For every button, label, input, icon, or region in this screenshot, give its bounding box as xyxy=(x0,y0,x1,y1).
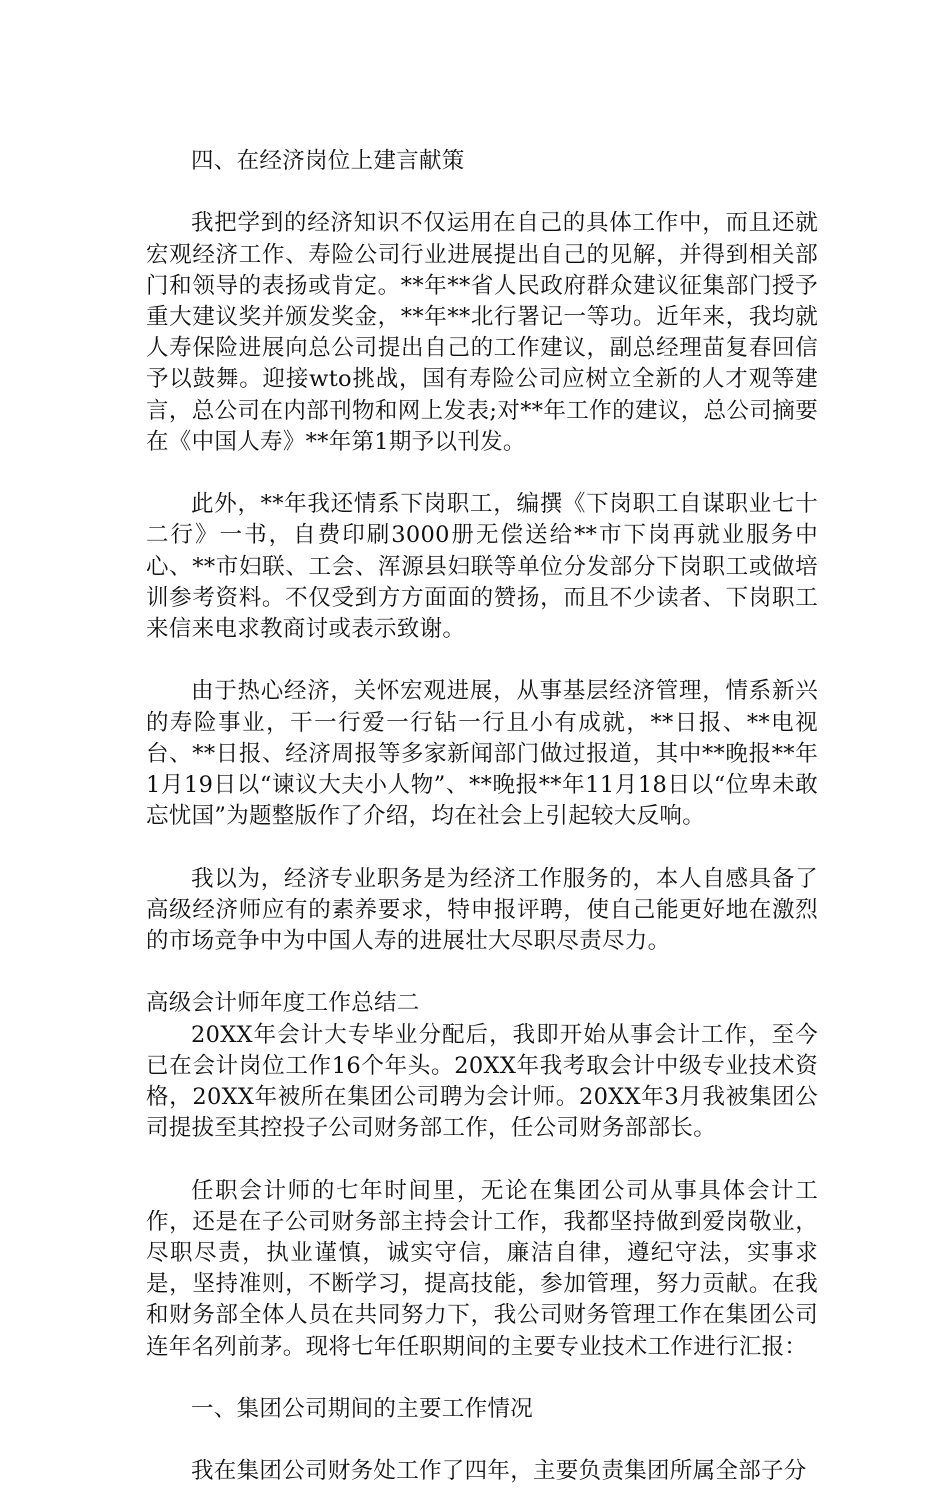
document-page xyxy=(146,146,818,1488)
paragraph-accountant-tenure: 任职会计师的七年时间里，无论在集团公司从事具体会计工作，还是在子公司财务部主持会计工作，我都坚持做到爱岗敬业，尽职尽责，执业谨慎，诚实守信，廉洁自律，遵纪守法，实事求是，坚持准则，不断学习，提高技能，参加管理，努力贡献。在我和财务部全体人员在共同努力下，我公司财务管理工作在集团公司连年名列前茅。现将七年任职期间的主要专业技术工作进行汇报： xyxy=(146,1177,818,1360)
paragraph-laid-off-workers: 此外，**年我还情系下岗职工，编撰《下岗职工自谋职业七十二行》一书，自费印刷3000册无偿送给**市下岗再就业服务中心、**市妇联、工会、浑源县妇联等单位分发部分下岗职工或做培训参考资料。不仅受到方方面面的赞扬，而且不少读者、下岗职工来信来电求教商讨或表示致谢。 xyxy=(146,491,818,643)
paragraph-application: 我以为，经济专业职务是为经济工作服务的，本人自感具备了高级经济师应有的素养要求，特申报评聘，使自己能更好地在激烈的市场竞争中为中国人寿的进展壮大尽职尽责尽力。 xyxy=(146,865,818,955)
paragraph-career-start: 20XX年会计大专毕业分配后，我即开始从事会计工作，至今已在会计岗位工作16个年头。20XX年我考取会计中级专业技术资格，20XX年被所在集团公司聘为会计师。20XX年3月我被集团公司提拔至其控投子公司财务部工作，任公司财务部部长。 xyxy=(146,1021,818,1142)
document-title-2: 高级会计师年度工作总结二 xyxy=(146,990,420,1017)
paragraph-group-finance: 我在集团公司财务处工作了四年，主要负责集团所属全部子分 xyxy=(191,1458,807,1485)
section-heading-1: 一、集团公司期间的主要工作情况 xyxy=(191,1396,534,1423)
paragraph-media-coverage: 由于热心经济，关怀宏观进展，从事基层经济管理，情系新兴的寿险事业，干一行爱一行钻一行且小有成就，**日报、**电视台、**日报、经济周报等多家新闻部门做过报道，其中**晚报**年1月19日以“谏议大夫小人物”、**晚报**年11月18日以“位卑未敢忘忧国”为题整版作了介绍，均在社会上引起较大反响。 xyxy=(146,678,818,830)
paragraph-suggestions: 我把学到的经济知识不仅运用在自己的具体工作中，而且还就宏观经济工作、寿险公司行业进展提出自己的见解，并得到相关部门和领导的表扬或肯定。**年**省人民政府群众建议征集部门授予重大建议奖并颁发奖金，**年**北行署记一等功。近年来，我均就人寿保险进展向总公司提出自己的工作建议，副总经理苗复春回信予以鼓舞。迎接wto挑战，国有寿险公司应树立全新的人才观等建言，总公司在内部刊物和网上发表;对**年工作的建议，总公司摘要在《中国人寿》**年第1期予以刊发。 xyxy=(146,210,818,455)
section-heading-4: 四、在经济岗位上建言献策 xyxy=(191,148,465,174)
